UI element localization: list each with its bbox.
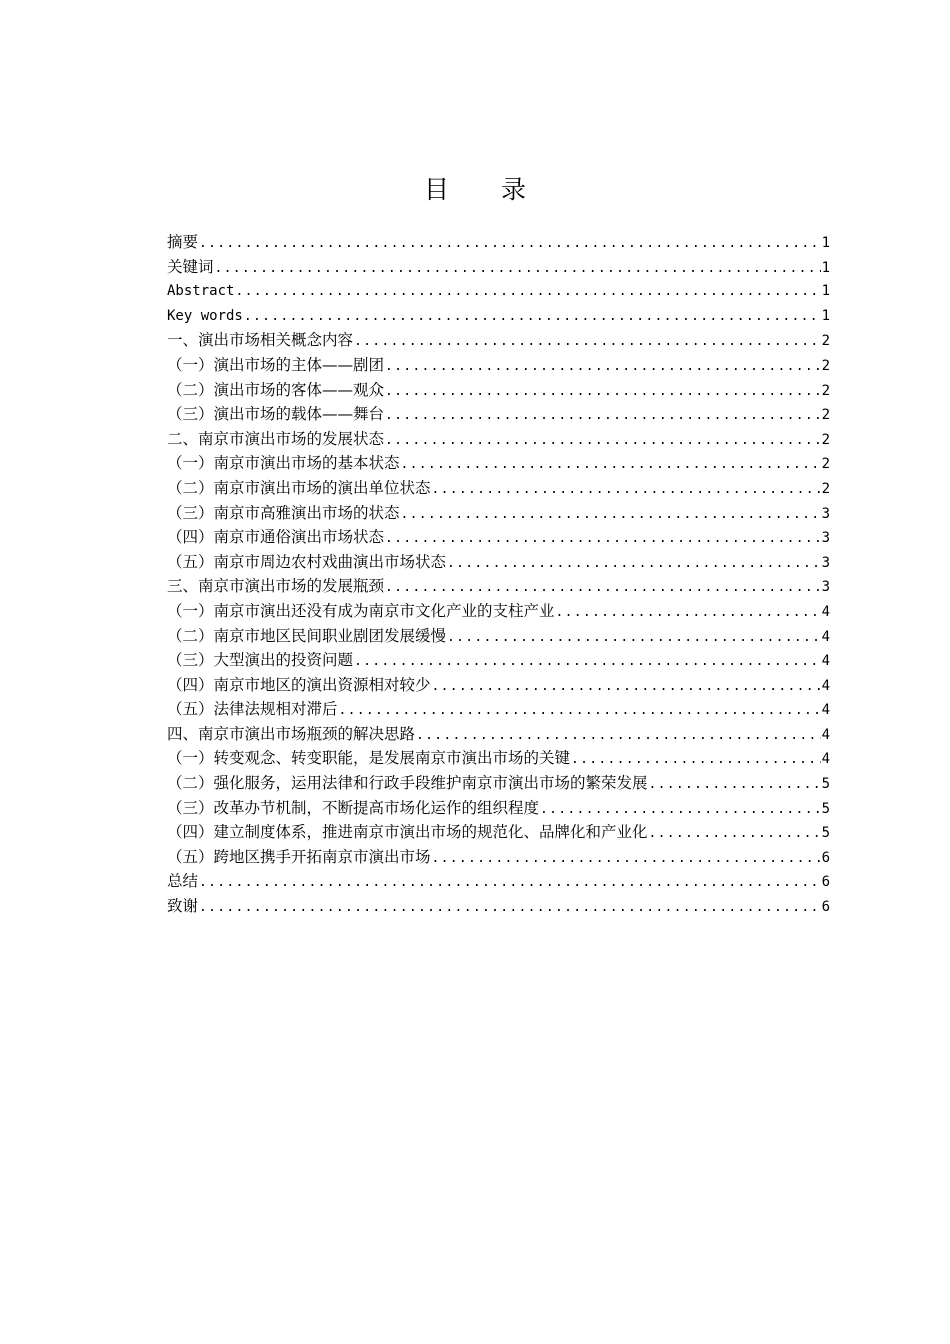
toc-entry-label: 三、南京市演出市场的发展瓶颈 bbox=[167, 577, 385, 596]
toc-entry-label: （三）演出市场的载体——舞台 bbox=[167, 405, 385, 424]
toc-dot-leader bbox=[649, 822, 821, 845]
toc-dot-leader bbox=[339, 699, 821, 722]
toc-entry bbox=[167, 255, 830, 280]
toc-entry-label: 致谢 bbox=[167, 897, 199, 916]
toc-title: 目 录 bbox=[424, 175, 548, 204]
toc-dot-leader bbox=[432, 675, 821, 698]
toc-entry-label: （一）南京市演出市场的基本状态 bbox=[167, 454, 400, 473]
toc-entry-page-number: 5 bbox=[821, 800, 830, 817]
toc-entry bbox=[167, 451, 830, 476]
toc-dot-leader bbox=[244, 305, 821, 329]
toc-dot-leader bbox=[199, 871, 821, 894]
toc-dot-leader bbox=[649, 773, 821, 796]
toc-dot-leader bbox=[385, 576, 821, 599]
toc-entry-page-number: 6 bbox=[821, 874, 830, 891]
toc-dot-leader bbox=[354, 330, 821, 353]
toc-entry bbox=[167, 796, 830, 821]
toc-entry bbox=[167, 722, 830, 747]
toc-entry-page-number: 2 bbox=[821, 431, 830, 448]
toc-dot-leader bbox=[540, 798, 821, 821]
toc-entry bbox=[167, 673, 830, 698]
toc-entry bbox=[167, 378, 830, 403]
toc-entry-label: （二）演出市场的客体——观众 bbox=[167, 380, 385, 399]
toc-entry bbox=[167, 230, 830, 255]
toc-entry-page-number: 4 bbox=[821, 628, 830, 645]
toc-entry bbox=[167, 648, 830, 673]
toc-entry-label: （三）改革办节机制，不断提高市场化运作的组织程度 bbox=[167, 798, 540, 817]
toc-entry bbox=[167, 501, 830, 526]
toc-entry-label: 四、南京市演出市场瓶颈的解决思路 bbox=[167, 724, 416, 743]
toc-entry-page-number: 3 bbox=[821, 505, 830, 522]
toc-entry bbox=[167, 894, 830, 919]
toc-entry bbox=[167, 574, 830, 599]
toc-entry-page-number: 3 bbox=[821, 554, 830, 571]
toc-dot-leader bbox=[432, 847, 821, 870]
toc-entry-page-number: 5 bbox=[821, 825, 830, 842]
toc-entry-page-number: 4 bbox=[821, 603, 830, 620]
toc-dot-leader bbox=[385, 527, 821, 550]
toc-dot-leader bbox=[215, 257, 821, 280]
toc-dot-leader bbox=[354, 650, 821, 673]
toc-entry-label: （一）南京市演出还没有成为南京市文化产业的支柱产业 bbox=[167, 601, 555, 620]
toc-entry-label: （四）南京市地区的演出资源相对较少 bbox=[167, 675, 431, 694]
toc-entry bbox=[167, 746, 830, 771]
toc-entry-page-number: 3 bbox=[821, 579, 830, 596]
toc-entry-label: （一）演出市场的主体——剧团 bbox=[167, 355, 385, 374]
toc-entry bbox=[167, 279, 830, 304]
toc-entry-label: （二）南京市演出市场的演出单位状态 bbox=[167, 478, 431, 497]
toc-dot-leader bbox=[385, 380, 821, 403]
toc-entry bbox=[167, 845, 830, 870]
toc-entry bbox=[167, 328, 830, 353]
toc-dot-leader bbox=[447, 552, 821, 575]
toc-dot-leader bbox=[385, 355, 821, 378]
toc-entry-page-number: 2 bbox=[821, 407, 830, 424]
toc-entry-page-number: 1 bbox=[821, 283, 830, 300]
toc-entry-label: Key words bbox=[167, 307, 243, 324]
toc-entry-label: （五）南京市周边农村戏曲演出市场状态 bbox=[167, 552, 447, 571]
toc-dot-leader bbox=[401, 503, 821, 526]
toc-entry-page-number: 2 bbox=[821, 382, 830, 399]
toc-entry-label: Abstract bbox=[167, 283, 235, 300]
toc-dot-leader bbox=[385, 404, 821, 427]
toc-entry-label: （四）南京市通俗演出市场状态 bbox=[167, 528, 385, 547]
toc-dot-leader bbox=[447, 626, 821, 649]
toc-entry-label: 关键词 bbox=[167, 257, 214, 276]
toc-entry bbox=[167, 697, 830, 722]
toc-entry-label: 二、南京市演出市场的发展状态 bbox=[167, 429, 385, 448]
toc-entry bbox=[167, 353, 830, 378]
toc-entry-page-number: 4 bbox=[821, 702, 830, 719]
toc-entry-label: （四）建立制度体系，推进南京市演出市场的规范化、品牌化和产业化 bbox=[167, 823, 648, 842]
toc-dot-leader bbox=[199, 232, 821, 255]
toc-entry bbox=[167, 476, 830, 501]
toc-entry bbox=[167, 599, 830, 624]
toc-entry-page-number: 2 bbox=[821, 357, 830, 374]
toc-entry bbox=[167, 304, 830, 329]
toc-entry-page-number: 1 bbox=[821, 235, 830, 251]
toc-dot-leader bbox=[385, 429, 821, 452]
toc-dot-leader bbox=[199, 896, 821, 919]
toc-entry-page-number: 4 bbox=[821, 677, 830, 694]
toc-entry-label: （二）强化服务，运用法律和行政手段维护南京市演出市场的繁荣发展 bbox=[167, 774, 648, 793]
toc-entry bbox=[167, 771, 830, 796]
toc-entry-page-number: 4 bbox=[821, 751, 830, 768]
toc-entry bbox=[167, 402, 830, 427]
toc-entry-page-number: 6 bbox=[821, 899, 830, 916]
toc-entry-page-number: 6 bbox=[821, 849, 830, 866]
toc-entry-label: （三）南京市高雅演出市场的状态 bbox=[167, 503, 400, 522]
toc-entry-page-number: 4 bbox=[821, 726, 830, 743]
toc-dot-leader bbox=[556, 601, 821, 624]
toc-entry-page-number: 1 bbox=[821, 259, 830, 276]
toc-entry bbox=[167, 427, 830, 452]
toc-entry bbox=[167, 624, 830, 649]
toc-entry-page-number: 2 bbox=[821, 480, 830, 497]
toc-dot-leader bbox=[571, 748, 821, 771]
toc-entry-page-number: 1 bbox=[821, 307, 830, 324]
toc-entry-label: 一、演出市场相关概念内容 bbox=[167, 331, 354, 350]
toc-entry-page-number: 3 bbox=[821, 530, 830, 547]
toc-entry-label: 摘要 bbox=[167, 233, 199, 251]
toc-entry-label: （一）转变观念、转变职能，是发展南京市演出市场的关键 bbox=[167, 749, 571, 768]
toc-entry-label: 总结 bbox=[167, 872, 199, 891]
toc-dot-leader bbox=[401, 453, 821, 476]
toc-entry-label: （五）法律法规相对滞后 bbox=[167, 700, 338, 719]
toc-entry-page-number: 4 bbox=[821, 653, 830, 670]
toc-entry bbox=[167, 869, 830, 894]
toc-entry-label: （二）南京市地区民间职业剧团发展缓慢 bbox=[167, 626, 447, 645]
toc-entry-page-number: 2 bbox=[821, 456, 830, 473]
toc-dot-leader bbox=[416, 724, 821, 747]
toc-entry bbox=[167, 525, 830, 550]
toc-entry bbox=[167, 550, 830, 575]
toc-dot-leader bbox=[235, 280, 820, 304]
toc-entry-page-number: 2 bbox=[821, 333, 830, 350]
toc-entry-label: （三）大型演出的投资问题 bbox=[167, 651, 354, 670]
toc-entry bbox=[167, 820, 830, 845]
toc-list bbox=[167, 230, 830, 919]
toc-dot-leader bbox=[432, 478, 821, 501]
toc-entry-page-number: 5 bbox=[821, 776, 830, 793]
toc-entry-label: （五）跨地区携手开拓南京市演出市场 bbox=[167, 847, 431, 866]
